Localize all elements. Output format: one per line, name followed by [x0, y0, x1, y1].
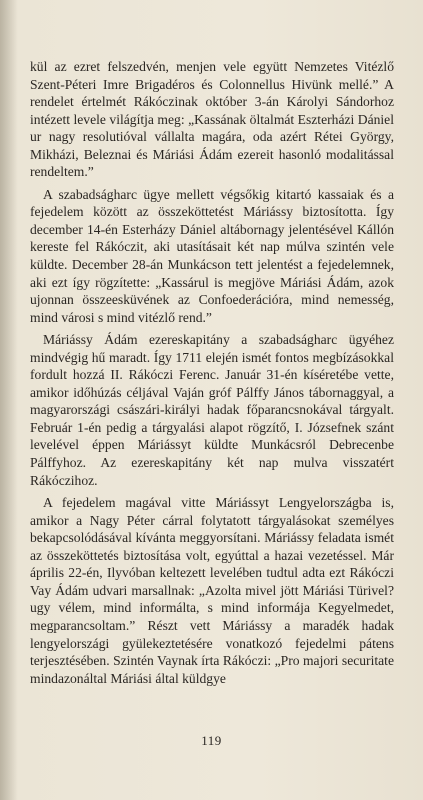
- gutter-shadow: [0, 0, 18, 800]
- paragraph: A szabadságharc ügye mellett végsőkig kitartó kassaiak és a fejedelem között az összeköttetést Máriássy biztosította. Így december 14-én Esterházy Dániel altábornagy jelentésével Kállón kereste fel Rákóczit, aki utasításait két nap múlva szintén vele küldte. December 28-án Munkácson tett jelentést a fejedelemnek, aki ezt így rögzítette: „Kassárul is megjöve Máriási Ádám, azok ujonnan összeesküvének az Confoederációra, mind nemesség, mind városi s mind vitézlő rend.”: [30, 186, 394, 325]
- page-number: 119: [201, 733, 222, 748]
- paragraph: Máriássy Ádám ezereskapitány a szabadságharc ügyéhez mindvégig hű maradt. Így 1711 elején ismét fontos megbízásokkal fordult hozzá II. Rákóczi Ferenc. Január 31-én kíséretébe vette, amikor időhúzás céljával Vaján gróf Pálffy János tábornaggyal, a magyarországi császári-királyi hadak főparancsnokával tárgyalt. Február 1-én pedig a tárgyalási alapot rögzítő, I. Józsefnek szánt levelével éppen Máriássyt küldte Munkácsról Debrecenbe Pálffyhoz. Az ezereskapitány két nap mulva visszatért Rákóczihoz.: [30, 332, 394, 488]
- paragraph: A fejedelem magával vitte Máriássyt Lengyelországba is, amikor a Nagy Péter cárral folytatott tárgyalásokat személyes bekapcsolódásával kívánta meggyorsítani. Máriássy feladata ismét az összeköttetés biztosítása volt, egyúttal a hazai vezetéssel. Már április 22-én, Ilyvóban keltezett levelében tudtul adta ezt Rákóczi Vay Ádám udvari marsallnak: „Azolta mivel jött Máriási Türivel? ugy vélem, mind informálta, s mind informája Kegyelmedet, megparancsoltam.” Részt vett Máriássy a maradék hadak lengyelországi gyülekeztetésére vonatkozó fejedelmi pátens terjesztésében. Szintén Vaynak írta Rákóczi: „Pro majori securitate mindazonáltal Máriási által küldgye: [30, 495, 394, 686]
- paragraph: kül az ezret felszedvén, menjen vele együtt Nemzetes Vitézlő Szent-Péteri Imre Brigadéros és Colonnellus Hivünk mellé.” A rendelet értelmét Rákóczinak október 3-án Károlyi Sándorhoz intézett levele világítja meg: „Kassának öltalmát Eszterházi Dániel ur nagy resolutióval vállalta magára, oda azért Rétei György, Mikházi, Beleznai és Máriási Ádám ezereit hasonló modalitással rendeltem.”: [30, 59, 394, 180]
- body-text: [30, 58, 394, 692]
